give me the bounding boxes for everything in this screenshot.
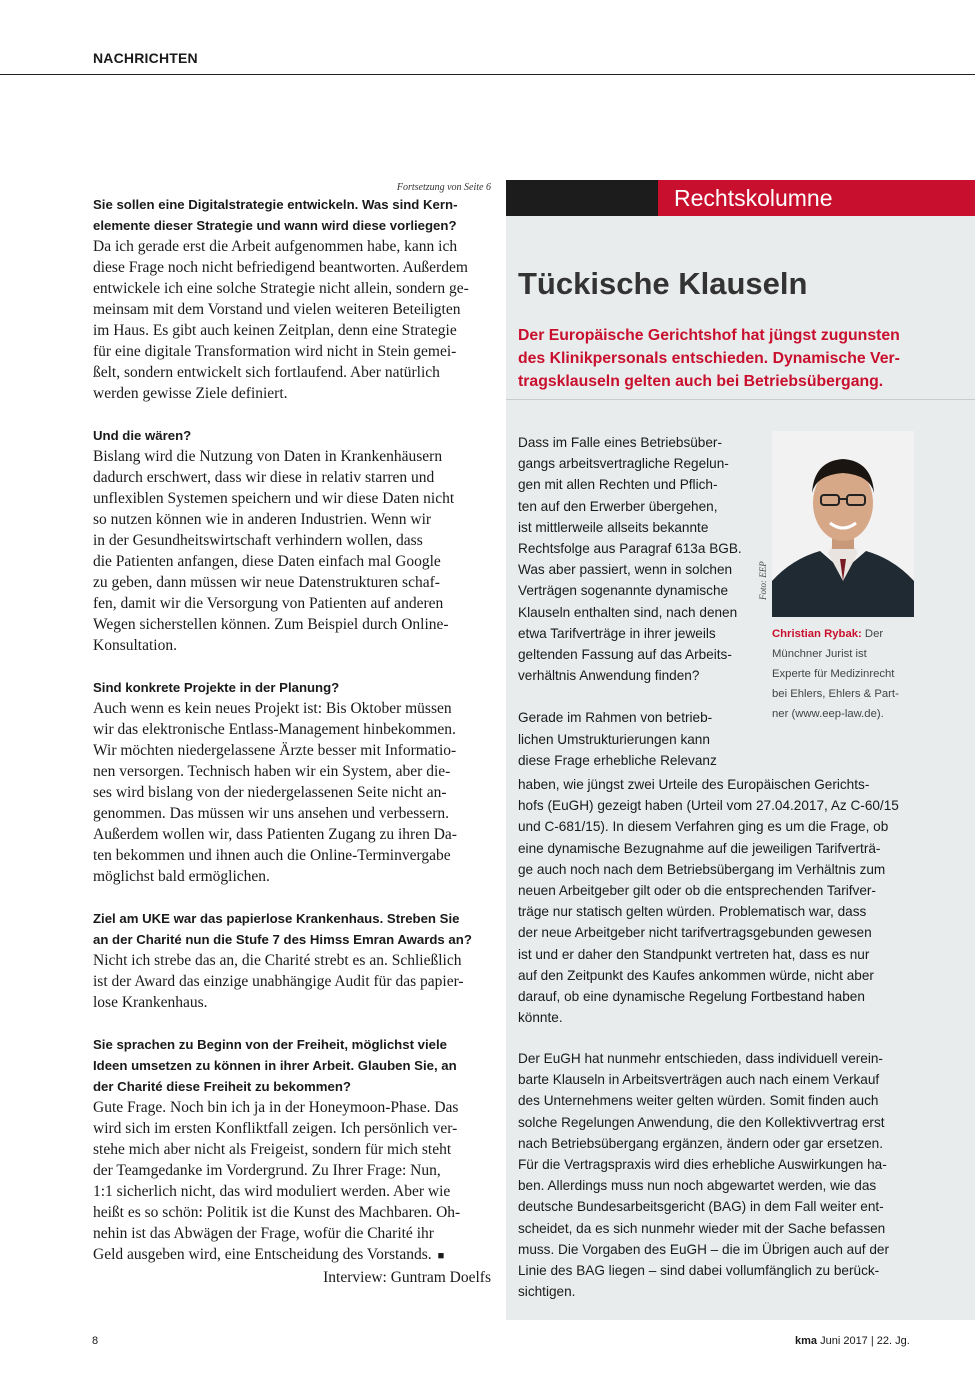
article-title: Tückische Klauseln	[518, 266, 808, 301]
text-line: Rechtsfolge aus Paragraf 613a BGB.	[518, 541, 742, 557]
text-line: könnte.	[518, 1010, 563, 1026]
issue-date: Juni 2017	[820, 1335, 868, 1347]
text-line: wird sich im ersten Konfliktfall zeigen. Ich persönlich ver-	[93, 1120, 458, 1137]
text-line: Der Europäische Gerichtshof hat jüngst zugunsten	[518, 327, 900, 344]
text-line: Gute Frage. Noch bin ich ja in der Honeymoon-Phase. Das	[93, 1099, 459, 1116]
text-line: gen mit allen Rechten und Pflich-	[518, 477, 718, 493]
text-line: deutsche Bundesarbeitsgericht (BAG) in dem Fall weiter ent-	[518, 1199, 884, 1215]
text-line: ner (www.eep-law.de).	[772, 708, 884, 720]
text-line: dadurch erschwert, dass wir diese in relativ starren und	[93, 469, 435, 486]
interview-question	[93, 194, 491, 236]
text-line: Der	[864, 628, 884, 640]
text-line: Für die Vertragspraxis wird dies erhebliche Auswirkungen ha-	[518, 1157, 887, 1173]
text-line: im Haus. Es gibt auch keinen Zeitplan, denn eine Strategie	[93, 322, 457, 339]
text-line: ten auf den Erwerber übergehen,	[518, 498, 718, 514]
text-line: Experte für Medizinrecht	[772, 668, 895, 680]
text-line: der neue Arbeitgeber nicht tarifvertragsgebunden gewesen	[518, 925, 872, 941]
interview-question	[93, 1034, 491, 1097]
text-line: haben, wie jüngst zwei Urteile des Europäischen Gerichts-	[518, 777, 870, 792]
photo-credit: Foto: EEP	[758, 561, 768, 600]
text-line: Ziel am UKE war das papierlose Krankenhaus. Streben Sie	[93, 911, 460, 926]
text-line: heißt es so schön: Politik ist die Kunst des Machbaren. Oh-	[93, 1204, 461, 1221]
text-line: und C-681/15). In diesem Verfahren ging es um die Frage, ob	[518, 819, 889, 835]
text-line: fen, damit wir die Versorgung von Patienten auf anderen	[93, 595, 444, 612]
text-line: zu geben, dann müssen wir neue Datenstrukturen schaf-	[93, 574, 440, 591]
text-line: ßelt, sondern entwickelt sich fortlaufend. Aber natürlich	[93, 364, 440, 381]
text-line: Geld ausgeben wird, eine Entscheidung des Vorstands.	[93, 1246, 432, 1263]
text-line: muss. Die Vorgaben des EuGH – die im Übrigen auch auf der	[518, 1241, 890, 1257]
interview-answer	[93, 1097, 491, 1267]
text-line: ist mittlerweile allseits bekannte	[518, 519, 709, 535]
text-line: ist und er daher den Standpunkt vertreten hat, dass es nur	[518, 946, 870, 962]
text-line: diese Frage erhebliche Relevanz	[518, 752, 717, 768]
text-line: unflexiblen Systemen speichern und wir diese Daten nicht	[93, 490, 455, 507]
text-line: Sie sprachen zu Beginn von der Freiheit, möglichst viele	[93, 1037, 447, 1052]
author-photo	[772, 431, 914, 617]
text-line: meinsam mit dem Vorstand und vielen weiteren Beteiligten	[93, 301, 461, 318]
text-line: ist der Award das einzige unabhängige Audit für das papier-	[93, 973, 464, 990]
text-line: tragsklauseln gelten auch bei Betriebsübergang.	[518, 373, 884, 390]
interview-answer	[93, 698, 491, 887]
page-number: 8	[92, 1335, 99, 1347]
article-lead	[518, 324, 920, 393]
text-line: lichen Umstrukturierungen kann	[518, 731, 710, 747]
interview-answer	[93, 236, 491, 404]
text-line: Was aber passiert, wenn in solchen	[518, 562, 733, 578]
text-line: etwa Tarifverträge in ihrer jeweils	[518, 625, 716, 641]
photo-caption	[772, 624, 922, 724]
article-narrow-text	[518, 432, 766, 771]
text-line: eine dynamische Bezugnahme auf die jeweiligen Tarifverträ-	[518, 840, 881, 856]
text-line: die Patienten anfangen, diese Daten einfach mal Google	[93, 553, 441, 570]
text-line: Außerdem wollen wir, dass Patienten Zugang zu ihren Da-	[93, 826, 457, 843]
text-line: Wegen sicherstellen können. Zum Beispiel durch Online-	[93, 616, 449, 633]
footer-imprint	[795, 1335, 910, 1347]
interview-question	[93, 908, 491, 950]
text-line: gangs arbeitsvertragliche Regelun-	[518, 456, 729, 472]
text-line: neuen Arbeitgeber gilt oder ob die entsprechenden Tarifver-	[518, 883, 876, 899]
text-line: träge nur statisch gelten würden. Problematisch war, dass	[518, 904, 867, 920]
text-line: Ideen umsetzen zu können in ihrer Arbeit. Glauben Sie, an	[93, 1058, 457, 1073]
article-paragraph-2-start	[518, 707, 766, 771]
text-line: Konsultation.	[93, 637, 177, 654]
text-line: hofs (EuGH) gezeigt haben (Urteil vom 27.04.2017, Az C-60/15	[518, 798, 899, 814]
text-line: Da ich gerade erst die Arbeit aufgenommen habe, kann ich	[93, 238, 458, 255]
text-line: der Charité diese Freiheit zu bekommen?	[93, 1079, 351, 1094]
block-gap	[93, 404, 491, 425]
text-line: Nicht ich strebe das an, die Charité strebt es an. Schließlich	[93, 952, 462, 969]
section-label: NACHRICHTEN	[93, 50, 198, 66]
end-mark: ■	[437, 1250, 445, 1262]
text-line: möglichst bald ermöglichen.	[93, 868, 270, 885]
text-line: Gerade im Rahmen von betrieb-	[518, 710, 713, 726]
article-full-text-2	[518, 1048, 918, 1302]
text-line: stehe mich aber nicht als Freigeist, sondern für mich steht	[93, 1141, 452, 1158]
text-line: Sind konkrete Projekte in der Planung?	[93, 680, 340, 695]
text-line: Linie des BAG liegen – sind dabei vollumfänglich zu berück-	[518, 1263, 880, 1279]
interview-question	[93, 677, 491, 698]
legal-column-panel	[506, 180, 975, 1320]
article-paragraph-2-end	[518, 774, 918, 1028]
text-line: nen versorgen. Technisch haben wir ein System, aber die-	[93, 763, 451, 780]
text-line: Und die wären?	[93, 428, 192, 443]
caption-name: Christian Rybak:	[772, 628, 862, 640]
text-line: Auch wenn es kein neues Projekt ist: Bis Oktober müssen	[93, 700, 452, 717]
interview-column	[93, 182, 491, 1288]
text-line: Dass im Falle eines Betriebsüber-	[518, 435, 722, 450]
block-gap	[93, 887, 491, 908]
text-line: so nutzen können wie in anderen Industrien. Wenn wir	[93, 511, 432, 528]
text-line: bei Ehlers, Ehlers & Part-	[772, 688, 899, 700]
text-line: entwickele ich eine solche Strategie nicht allein, sondern ge-	[93, 280, 469, 297]
article-paragraph-1	[518, 432, 766, 686]
footer-separator: |	[870, 1335, 874, 1347]
text-line: ten bekommen und ihnen auch die Online-Terminvergabe	[93, 847, 451, 864]
text-line: des Unternehmens weiter gelten würden. Somit finden auch	[518, 1093, 879, 1109]
text-line: elemente dieser Strategie und wann wird diese vorliegen?	[93, 218, 457, 233]
text-line: wir das elektronische Entlass-Management hinbekommen.	[93, 721, 456, 738]
text-line: Klauseln enthalten sind, nach denen	[518, 604, 738, 620]
text-line: für eine digitale Transformation wird nicht in Stein gemei-	[93, 343, 457, 360]
text-line: an der Charité nun die Stufe 7 des Himss Emran Awards an?	[93, 932, 472, 947]
text-line: werden gewisse Ziele definiert.	[93, 385, 288, 402]
text-line: Sie sollen eine Digitalstrategie entwickeln. Was sind Kern-	[93, 197, 458, 212]
continued-note: Fortsetzung von Seite 6	[396, 182, 491, 193]
text-line: ge auch noch nach dem Betriebsübergang im Verhältnis zum	[518, 861, 886, 877]
magazine-brand: kma	[795, 1335, 818, 1347]
interview-answer	[93, 446, 491, 656]
article-paragraph-3	[518, 1048, 918, 1302]
interview-answer	[93, 950, 491, 1013]
text-line: barte Klauseln in Arbeitsverträgen auch nach einem Verkauf	[518, 1072, 880, 1088]
text-line: nehin ist das Abwägen der Frage, wofür die Charité ihr	[93, 1225, 434, 1242]
article-full-text-1	[518, 774, 918, 1028]
text-line: Münchner Jurist ist	[772, 648, 867, 660]
text-line: Bislang wird die Nutzung von Daten in Krankenhäusern	[93, 448, 443, 465]
text-line: des Klinikpersonals entschieden. Dynamische Ver-	[518, 350, 900, 367]
text-line: Wir möchten niedergelassene Ärzte besser mit Informatio-	[93, 742, 457, 759]
text-line: diese Frage noch nicht befriedigend beantworten. Außerdem	[93, 259, 468, 276]
text-line: sichtigen.	[518, 1284, 576, 1300]
block-gap	[93, 1013, 491, 1034]
text-line: scheidet, da es sich nunmehr wieder mit der Sache befassen	[518, 1220, 886, 1236]
text-line: geltenden Fassung auf das Arbeits-	[518, 647, 732, 663]
interview-blocks	[93, 194, 491, 1267]
text-line: solche Regelungen Anwendung, die den Kollektivvertrag erst	[518, 1114, 885, 1130]
text-line: ben. Allerdings muss nun noch abgewartet werden, wie das	[518, 1178, 877, 1194]
text-line: verhältnis Anwendung finden?	[518, 668, 700, 684]
text-line: auf den Zeitpunkt des Kaufes ankommen würde, nicht aber	[518, 967, 874, 983]
volume: 22. Jg.	[876, 1335, 910, 1347]
block-gap	[93, 656, 491, 677]
text-line: Verträgen sogenannte dynamische	[518, 583, 729, 599]
column-label: Rechtskolumne	[658, 180, 975, 216]
text-line: 1:1 sicherlich nicht, das wird moduliert werden. Aber wie	[93, 1183, 451, 1200]
text-line: nach Betriebsübergang ergänzen, ändern oder gar ersetzen.	[518, 1135, 884, 1151]
text-line: in der Gesundheitswirtschaft verhindern wollen, dass	[93, 532, 423, 549]
text-line: ses wird bislang von der niedergelassenen Seite nicht an-	[93, 784, 447, 801]
interview-credit: Interview: Guntram Doelfs	[323, 1269, 491, 1286]
header-divider	[0, 74, 975, 75]
text-line: lose Krankenhaus.	[93, 994, 208, 1011]
text-line: Der EuGH hat nunmehr entschieden, dass individuell verein-	[518, 1051, 883, 1066]
caption-text	[772, 628, 899, 720]
text-line: der Teamgedanke im Vordergrund. Zu Ihrer Frage: Nun,	[93, 1162, 441, 1179]
text-line: genommen. Das müssen wir uns ansehen und verbessern.	[93, 805, 449, 822]
interview-question	[93, 425, 491, 446]
text-line: darauf, ob eine dynamische Regelung Fortbestand haben	[518, 989, 865, 1005]
